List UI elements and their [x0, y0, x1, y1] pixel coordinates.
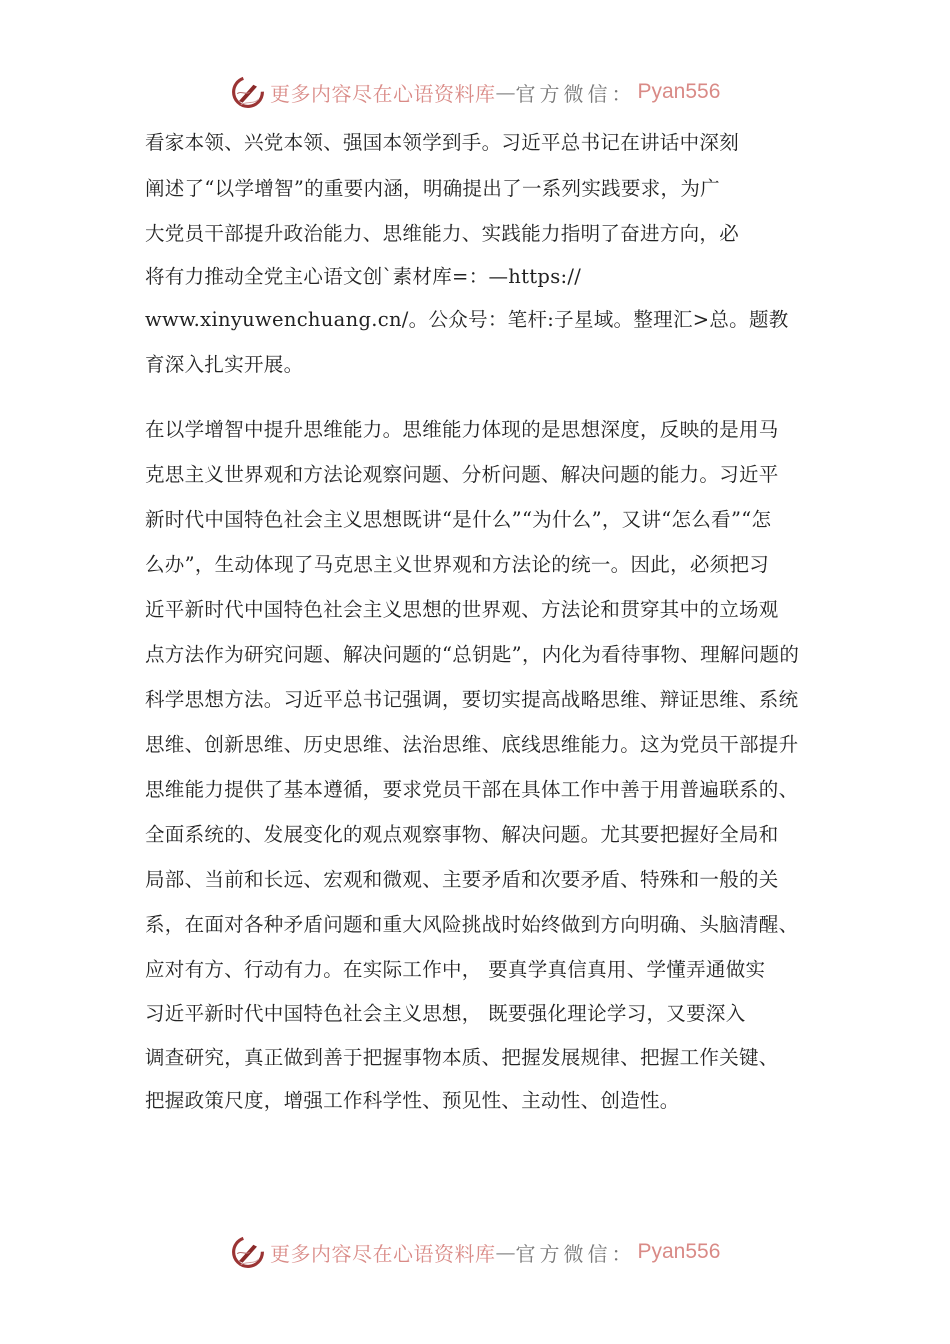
banner-wechat-id: Pyan556 — [637, 1240, 721, 1263]
text-line-url: www.xinyuwenchuang.cn/。公众号：笔杆:子星域。整理汇>总。题教 — [145, 308, 789, 331]
banner-wechat-label: 官方微信： — [515, 81, 636, 106]
text-line: 大党员干部提升政治能力、思维能力、实践能力指明了奋进方向，必 — [145, 222, 740, 245]
text-line: 习近平新时代中国特色社会主义思想， 既要强化理论学习，又要深入 — [145, 1002, 746, 1025]
banner-dash: — — [495, 1240, 516, 1264]
quill-pen-logo-icon — [230, 1234, 266, 1270]
banner-promo-text: 更多内容尽在心语资料库 — [270, 81, 496, 106]
banner-wechat-id: Pyan556 — [637, 80, 721, 103]
text-line: 克思主义世界观和方法论观察问题、分析问题、解决问题的能力。习近平 — [145, 463, 779, 486]
text-line: 近平新时代中国特色社会主义思想的世界观、方法论和贯穿其中的立场观 — [145, 598, 779, 621]
text-line-url-start: 将有力推动全党主心语文创`素材库=：—https:// — [145, 265, 582, 288]
text-line: 局部、当前和长远、宏观和微观、主要矛盾和次要矛盾、特殊和一般的关 — [145, 868, 779, 891]
text-line: 新时代中国特色社会主义思想既讲“是什么”“为什么”，又讲“怎么看”“怎 — [145, 508, 772, 531]
text-line: 阐述了“以学增智”的重要内涵，明确提出了一系列实践要求，为广 — [145, 177, 720, 200]
text-line: 应对有方、行动有力。在实际工作中， 要真学真信真用、学懂弄通做实 — [145, 958, 766, 981]
text-line: 育深入扎实开展。 — [145, 353, 304, 376]
footer-banner — [230, 1230, 720, 1274]
banner-wechat-label: 官方微信： — [515, 1241, 636, 1266]
quill-pen-logo-icon — [230, 74, 266, 110]
text-line: 系，在面对各种矛盾问题和重大风险挑战时始终做到方向明确、头脑清醒、 — [145, 913, 799, 936]
text-line: 科学思想方法。习近平总书记强调，要切实提高战略思维、辩证思维、系统 — [145, 688, 799, 711]
text-line: 在以学增智中提升思维能力。思维能力体现的是思想深度，反映的是用马 — [145, 418, 779, 441]
banner-dash: — — [495, 80, 516, 104]
text-line: 思维、创新思维、历史思维、法治思维、底线思维能力。这为党员干部提升 — [145, 733, 799, 756]
banner-promo-text: 更多内容尽在心语资料库 — [270, 1241, 496, 1266]
text-line: 思维能力提供了基本遵循，要求党员干部在具体工作中善于用普遍联系的、 — [145, 778, 799, 801]
text-line: 全面系统的、发展变化的观点观察事物、解决问题。尤其要把握好全局和 — [145, 823, 779, 846]
text-line: 把握政策尺度，增强工作科学性、预见性、主动性、创造性。 — [145, 1089, 680, 1112]
header-banner — [230, 70, 720, 114]
text-line: 点方法作为研究问题、解决问题的“总钥匙”，内化为看待事物、理解问题的 — [145, 643, 800, 666]
text-line: 看家本领、兴党本领、强国本领学到手。习近平总书记在讲话中深刻 — [145, 131, 740, 154]
text-line: 调查研究，真正做到善于把握事物本质、把握发展规律、把握工作关键、 — [145, 1046, 779, 1069]
text-line: 么办”，生动体现了马克思主义世界观和方法论的统一。因此，必须把习 — [145, 553, 770, 576]
